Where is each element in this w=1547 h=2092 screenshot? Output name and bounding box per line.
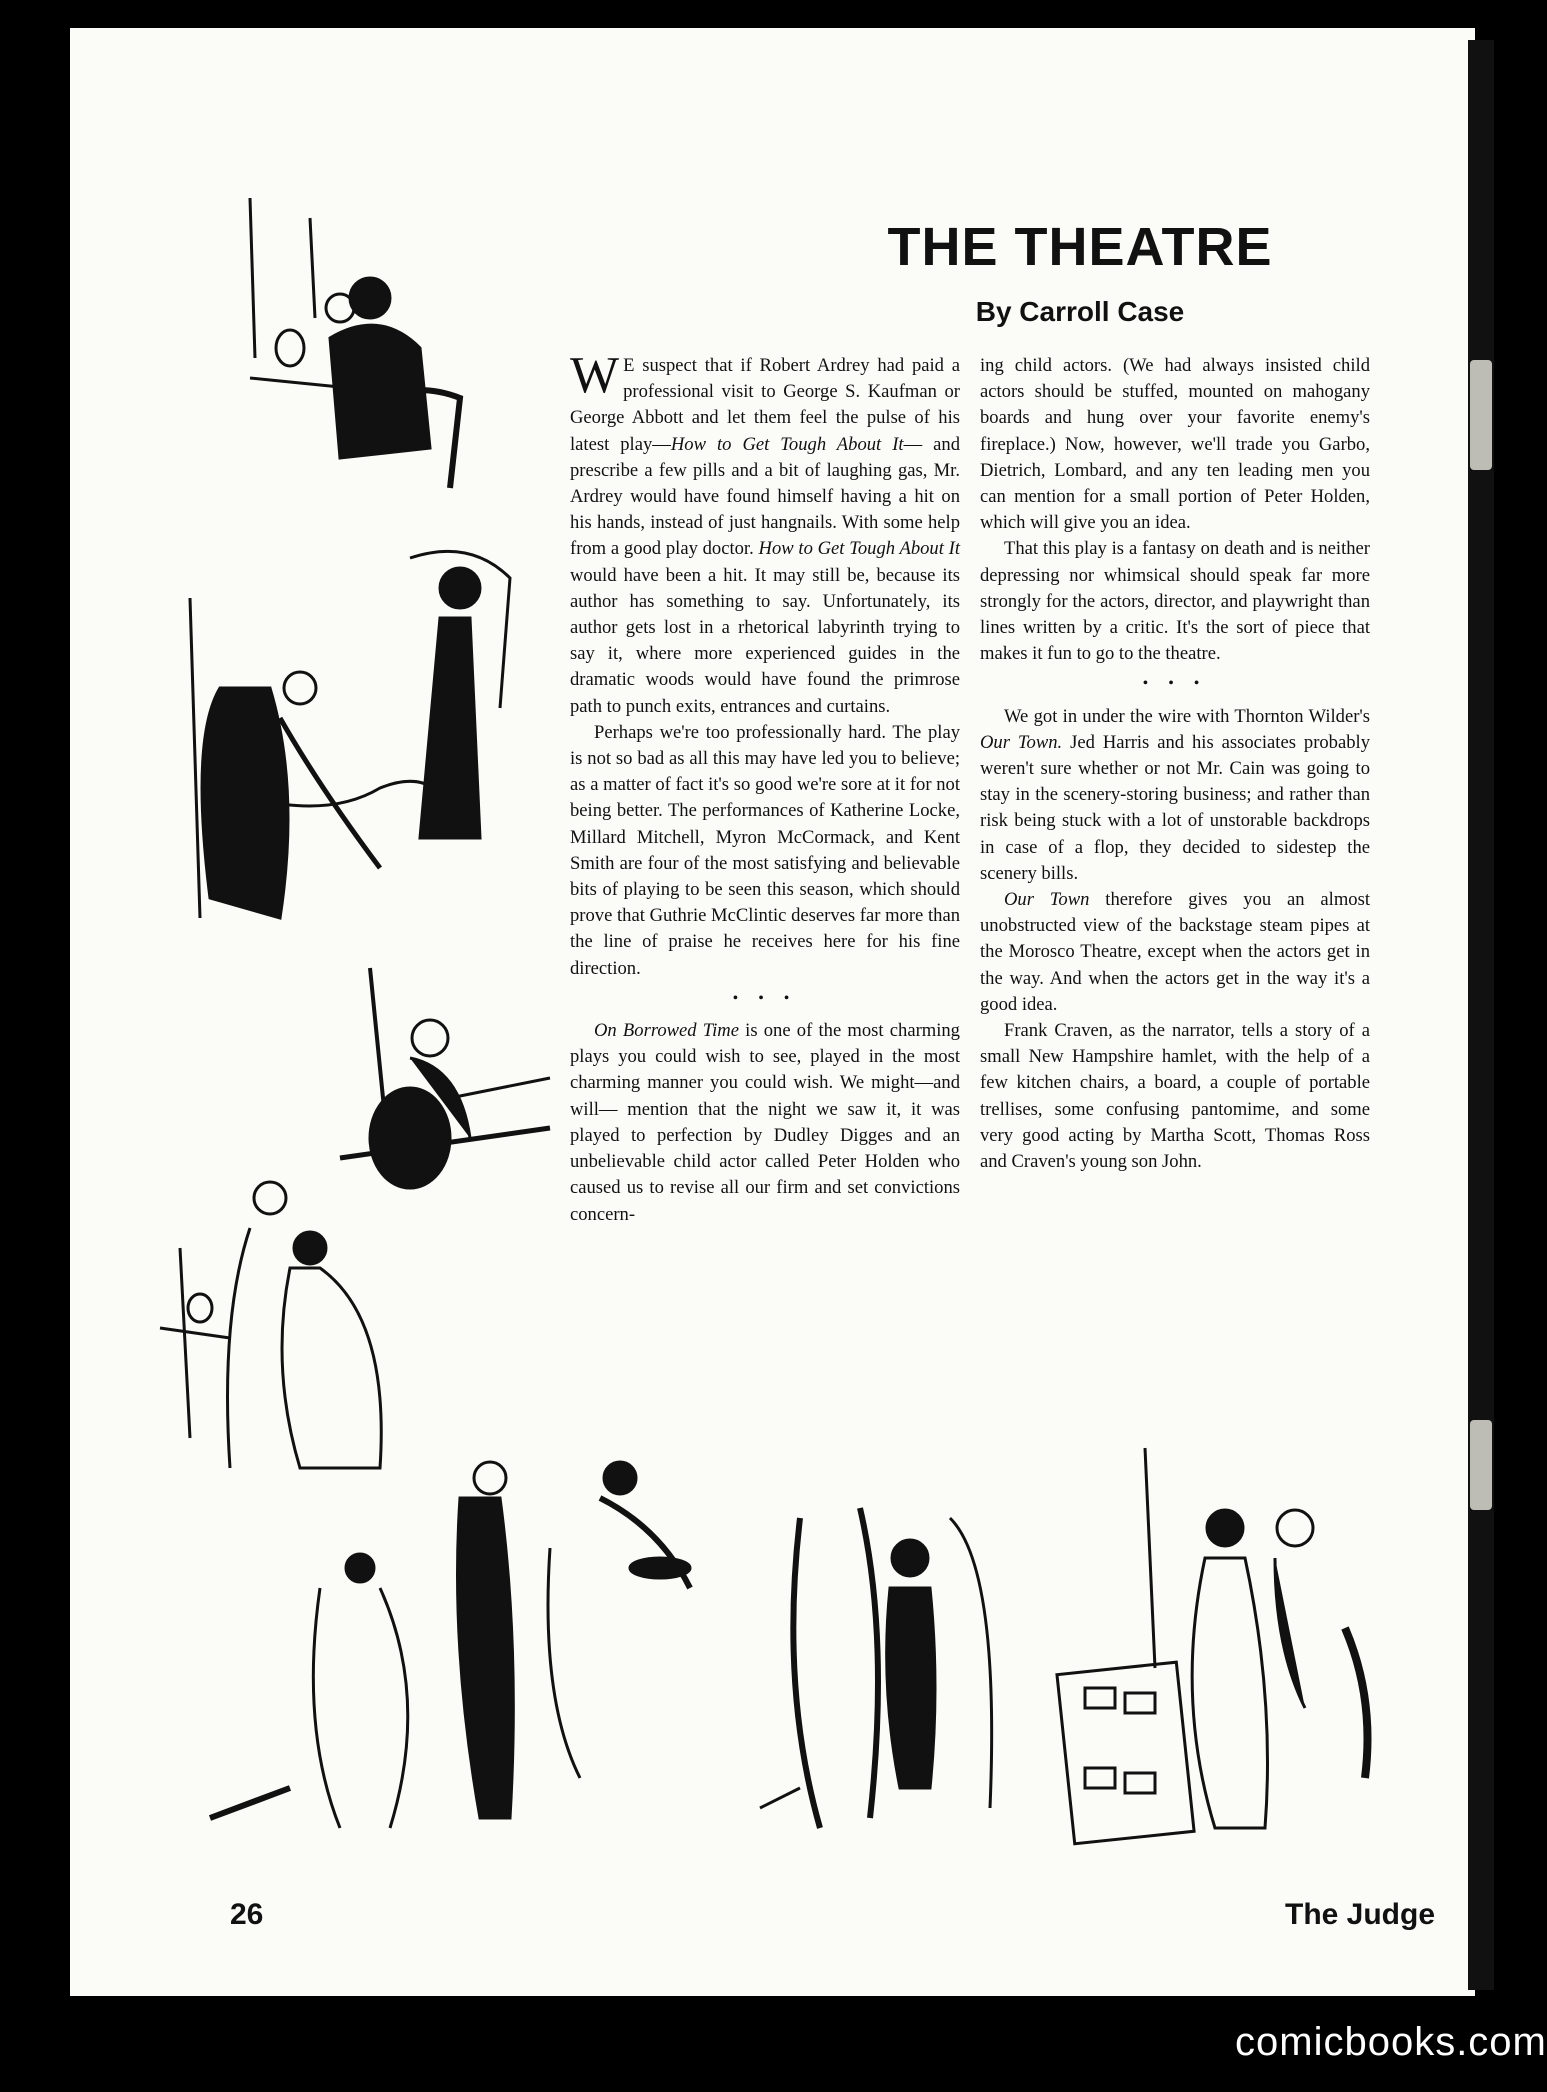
illustration-crowd xyxy=(180,1448,740,1878)
paragraph: ing child actors. (We had always insisted child actors should be stuffed, mounted on mahogany boards and hung over your favorite enemy's fireplace.) Now, however, we'll trade you Garbo, Dietrich, Lombard, and any ten leading men you can mention for a small portion of Peter Holden, which will give you an idea. xyxy=(980,355,1370,534)
paragraph: Our Town therefore gives you an almost unobstructed view of the backstage steam pipes at the Morosco Theatre, except when the actors get in the way. And when the actors get in the way it's a good idea. xyxy=(980,889,1370,1015)
illustration-couple-and-man xyxy=(130,538,520,938)
paragraph: Frank Craven, as the narrator, tells a story of a small New Hampshire hamlet, with the help of a few kitchen chairs, a board, a couple of portable trellises, some confusing pantomime, and some very good acting by Martha Scott, Thomas Ross and Craven's young son John. xyxy=(980,1020,1370,1173)
watermark: comicbooks.com xyxy=(1235,2020,1547,2064)
paragraph: That this play is a fantasy on death and is neither depressing nor whimsical should speak far more strongly for the actors, director, and playwright than lines written by a critic. It's the sort of piece that makes it fun to go to the theatre. xyxy=(980,538,1370,665)
paragraph: On Borrowed Time is one of the most charming plays you could wish to see, played in the most charming manner you could wish. We might—and will— mention that the night we saw it, it was played to perfection by Dudley Digges and an unbelievable child actor called Peter Holden who caused us to revise all our firm and set convictions concern- xyxy=(570,1020,960,1225)
illustration-chorus-girls xyxy=(760,1488,1030,1868)
section-separator: • • • xyxy=(1142,675,1208,693)
text-column-2 xyxy=(980,353,1370,1175)
illustration-dancers xyxy=(160,1168,400,1488)
binding-mark xyxy=(1470,360,1492,470)
byline: By Carroll Case xyxy=(975,296,1185,327)
illustration-theatre-poster xyxy=(1045,1448,1405,1868)
binding-mark xyxy=(1470,1420,1492,1510)
paragraph: W E suspect that if Robert Ardrey had paid a professional visit to George S. Kaufman or George Abbott and let them feel the pulse of his latest play—How to Get Tough About It— and prescribe a few pills and a bit of laughing gas, Mr. Ardrey would have found himself having a hit on his hands, instead of just hangnails. With some help from a good play doctor. How to Get Tough About It would have been a hit. It may still be, because its author has something to say. Unfortunately, its author gets lost in a rhetorical labyrinth trying to say it, where more experienced guides in the dramatic woods would have found the primrose path to punch exits, entrances and curtains. xyxy=(570,347,961,717)
magazine-name: The Judge xyxy=(1285,1898,1436,1931)
magazine-page xyxy=(70,28,1475,1996)
article-title: THE THEATRE xyxy=(887,217,1273,277)
paragraph: Perhaps we're too professionally hard. The play is not so bad as all this may have led you to believe; as a matter of fact it's so good we're sore at it for not being better. The performances of Katherine Locke, Millard Mitchell, Myron McCormack, and Kent Smith are four of the most satisfying and believable bits of playing to be seen this season, which should prove that Guthrie McClintic deserves far more than the line of praise he receives here for his fine direction. xyxy=(570,721,960,979)
page-edge xyxy=(1468,40,1494,1990)
section-separator: • • • xyxy=(732,989,798,1007)
page-number: 26 xyxy=(230,1898,264,1931)
illustration-dressing-room xyxy=(200,198,500,498)
drop-cap: W xyxy=(570,347,620,404)
text-column-1 xyxy=(570,347,961,1228)
paragraph: We got in under the wire with Thornton Wilder's Our Town. Jed Harris and his associates probably weren't sure whether or not Mr. Cain was going to stay in the scenery-storing business; and rather than risk being stuck with a lot of unstorable backdrops in case of a flop, they decided to sidestep the scenery bills. xyxy=(980,705,1370,884)
